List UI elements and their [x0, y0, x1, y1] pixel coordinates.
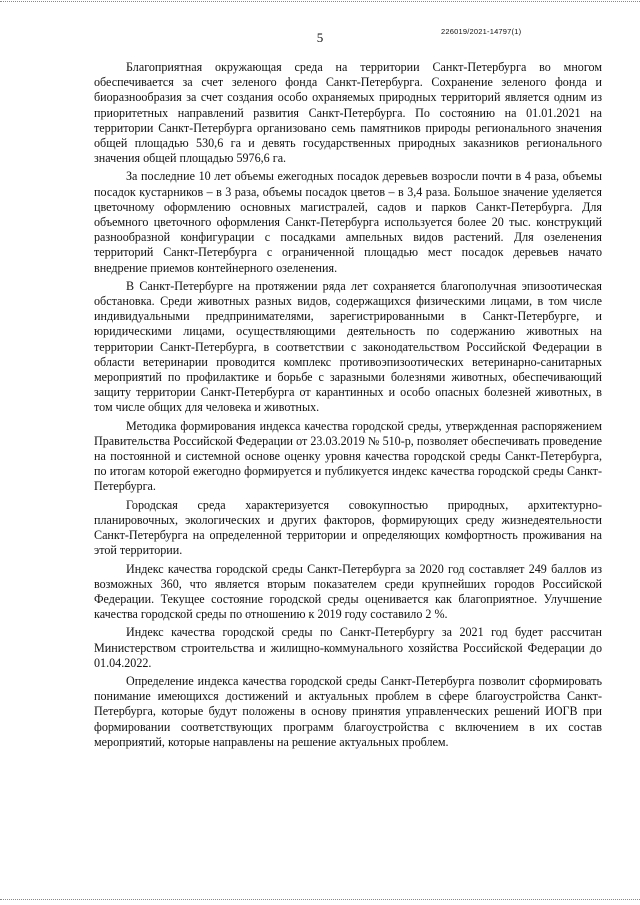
- paragraph-veterinary: В Санкт-Петербурге на протяжении ряда лет сохраняется благополучная эпизоотическая обстановка. Среди животных разных видов, содержащихся физическими лицами, в том числе индивидуальными предпринимателями, зарегистрированными в Санкт-Петербурге, и юридическими лицами, осуществляющими деятельность по содержанию животных на территории Санкт-Петербурга, в соответствии с законодательством Российской Федерации в области ветеринарии проводится комплекс противоэпизоотических ветеринарно-санитарных мероприятий по профилактике и борьбе с заразными болезнями животных, обеспечивающий защиту территории Санкт-Петербурга от карантинных и особо опасных болезней животных, в том числе общих для человека и животных.: [94, 278, 602, 415]
- scan-edge-top: [0, 1, 640, 3]
- scan-edge-bottom: [0, 899, 640, 901]
- paragraph-methodology: Методика формирования индекса качества городской среды, утвержденная распоряжением Правительства Российской Федерации от 23.03.2019 № 510-р, позволяет обеспечивать проведение на постоянной и системной основе оценку уровня качества городской среды Санкт-Петербурга, по итогам которой ежегодно формируется и публикуется индекс качества городской среды Санкт-Петербурга.: [94, 418, 602, 494]
- paragraph-urban-environment: Городская среда характеризуется совокупностью природных, архитектурно-планировочных, экологических и других факторов, формирующих среду жизнедеятельности Санкт-Петербурга на определенной территории и определяющих комфортность проживания на этой территории.: [94, 497, 602, 558]
- paragraph-index-2021: Индекс качества городской среды по Санкт-Петербургу за 2021 год будет рассчитан Министерством строительства и жилищно-коммунального хозяйства Российской Федерации до 01.04.2022.: [94, 625, 602, 670]
- paragraph-green-fund: Благоприятная окружающая среда на территории Санкт-Петербурга во многом обеспечивается за счет зеленого фонда Санкт-Петербурга. Сохранение зеленого фонда и биоразнообразия за счет создания особо охраняемых природных территорий является одним из приоритетных направлений развития Санкт-Петербурга. По состоянию на 01.01.2021 на территории Санкт-Петербурга организовано семь памятников природы регионального значения общей площадью 530,6 га и девять государственных природных заказников регионального значения общей площадью 5976,6 га.: [94, 60, 602, 166]
- paragraph-index-purpose: Определение индекса качества городской среды Санкт-Петербурга позволит сформировать понимание имеющихся достижений и актуальных проблем в сфере благоустройства Санкт-Петербурга, которые будут положены в основу принятия управленческих решений ИОГВ при формировании соответствующих программ благоустройства с включением в их состав мероприятий, которые направлены на решение актуальных проблем.: [94, 673, 602, 749]
- page-number: 5: [316, 30, 324, 45]
- paragraph-plantings: За последние 10 лет объемы ежегодных посадок деревьев возросли почти в 4 раза, объемы посадок кустарников – в 3 раза, объемы посадок цветов – в 3,4 раза. Большое значение уделяется цветочному оформлению основных магистралей, садов и парков Санкт-Петербурга. Для объемного цветочного оформления Санкт-Петербурга используется более 20 тыс. конструкций разнообразной конфигурации с посадками ампельных видов растений. Для озеленения территорий Санкт-Петербурга с ограниченной площадью мест посадок деревьев начато внедрение приемов контейнерного озеленения.: [94, 169, 602, 275]
- document-id-stamp: 226019/2021-14797(1): [441, 27, 522, 36]
- document-body: [94, 60, 602, 753]
- paragraph-index-2020: Индекс качества городской среды Санкт-Петербурга за 2020 год составляет 249 баллов из возможных 360, что является вторым показателем среди крупнейших городов Российской Федерации. Текущее состояние городской среды оценивается как благоприятное. Улучшение качества городской среды по отношению к 2019 году составило 2 %.: [94, 561, 602, 622]
